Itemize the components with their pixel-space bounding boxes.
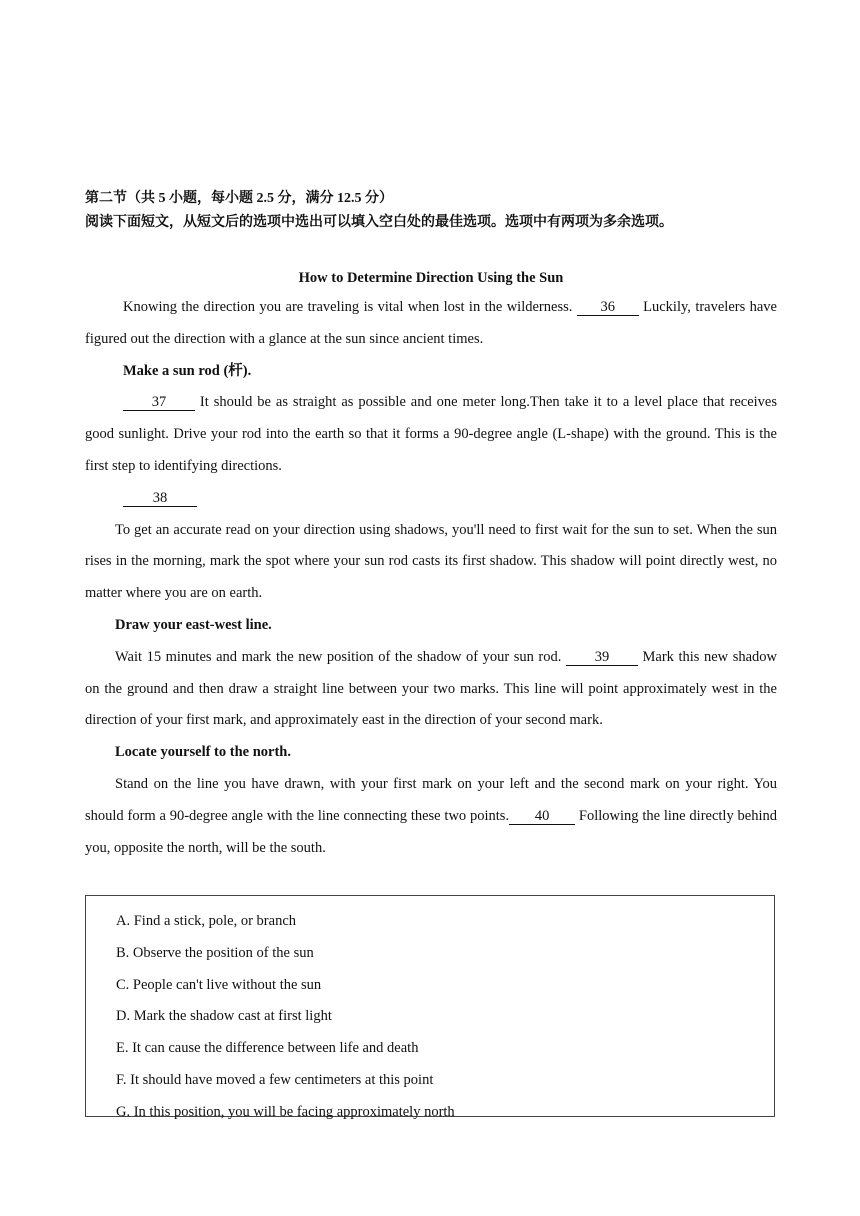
option-e: E. It can cause the difference between life and death [116, 1040, 419, 1057]
paragraph-1 [85, 292, 777, 356]
paragraph-4 [85, 642, 777, 737]
paragraph-1-text-a: Knowing the direction you are traveling is vital when lost in the wilderness. [123, 299, 577, 315]
section-instruction: 阅读下面短文，从短文后的选项中选出可以填入空白处的最佳选项。选项中有两项为多余选项。 [85, 215, 673, 230]
blank-40: 40 [509, 808, 575, 825]
paragraph-5-text-a: Stand on the line you have drawn, with your first mark on your left and the second mark on your right. You should form a 90-degree angle with the line connecting these two points. [85, 775, 777, 824]
blank-37: 37 [123, 394, 195, 411]
paragraph-2 [85, 387, 777, 482]
paragraph-3: To get an accurate read on your direction using shadows, you'll need to first wait for the sun to set. When the sun rises in the morning, mark the spot where your sun rod casts its first shadow. This shadow will point directly west, no matter where you are on earth. [85, 521, 777, 602]
option-f: F. It should have moved a few centimeters at this point [116, 1071, 434, 1088]
paragraph-blank-38 [85, 483, 777, 515]
paragraph-4-text-b: Mark this new shadow on the ground and then draw a straight line between your two marks. This line will point approximately west in the direction of your first mark, and approximately east in the direction of your second mark. [85, 648, 777, 729]
options-box [85, 895, 775, 1120]
paragraph-4-text-a: Wait 15 minutes and mark the new position of the shadow of your sun rod. [115, 648, 566, 665]
blank-38: 38 [123, 490, 197, 507]
option-d: D. Mark the shadow cast at first light [116, 1008, 332, 1025]
blank-36: 36 [577, 299, 639, 316]
heading-east-west: Draw your east-west line. [115, 616, 272, 633]
paragraph-5-text-b: Following the line directly behind you, opposite the north, will be the south. [85, 807, 777, 856]
paragraph-5 [85, 769, 777, 864]
option-b: B. Observe the position of the sun [116, 944, 314, 961]
heading-north: Locate yourself to the north. [115, 744, 291, 761]
option-a: A. Find a stick, pole, or branch [116, 913, 297, 929]
options-list [86, 896, 774, 1129]
option-g: G. In this position, you will be facing approximately north [116, 1103, 455, 1120]
article-title: How to Determine Direction Using the Sun [298, 270, 564, 286]
section-title: 第二节（共 5 小题，每小题 2.5 分，满分 12.5 分） [85, 191, 393, 206]
paragraph-1-text-b: Luckily, travelers have figured out the direction with a glance at the sun since ancient times. [85, 299, 777, 347]
heading-sun-rod: Make a sun rod (杆). [123, 362, 252, 379]
exam-section [85, 187, 777, 864]
blank-39: 39 [566, 649, 638, 666]
option-c: C. People can't live without the sun [116, 976, 322, 993]
paragraph-2-text: It should be as straight as possible and one meter long.Then take it to a level place that receives good sunlight. Drive your rod into the earth so that it forms a 90-degree angle (L-shape) with the ground. This is the first step to identifying directions. [85, 394, 777, 474]
